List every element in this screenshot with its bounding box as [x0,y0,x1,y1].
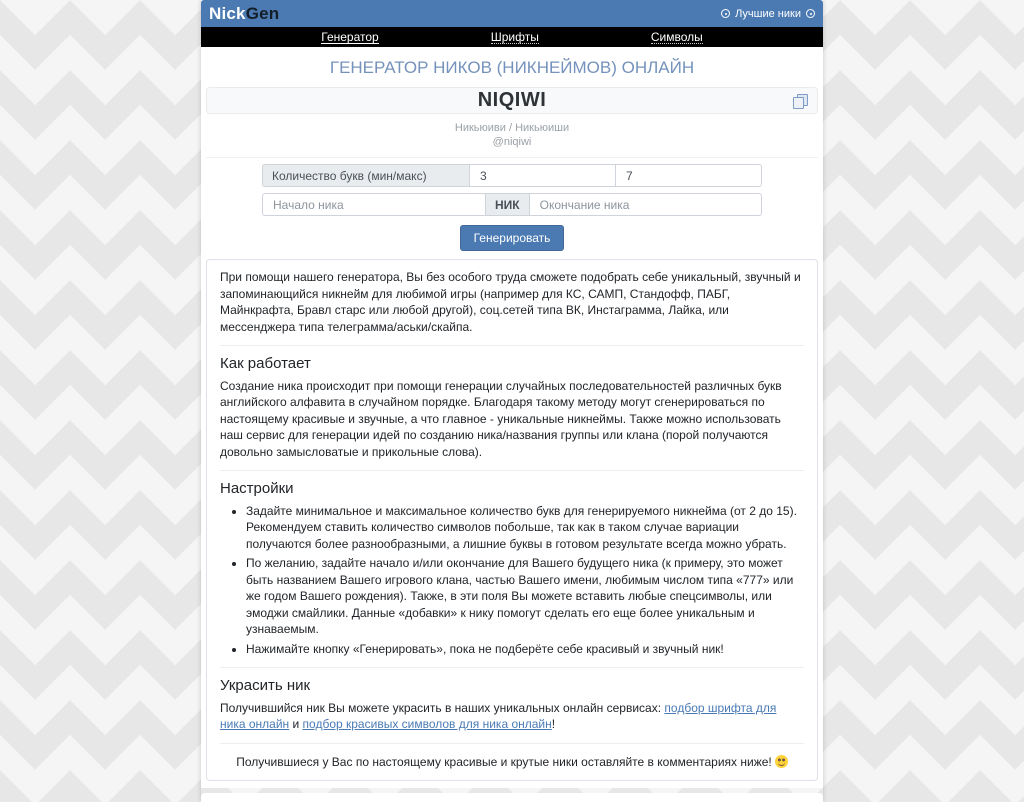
main-nav [201,27,823,47]
decorate-text: и [289,717,303,731]
settings-list-item: • Нажимайте кнопку «Генерировать», пока не подберёте себе красивый и звучный ник! [246,641,804,658]
generate-button[interactable]: Генерировать [460,225,565,251]
page-title: ГЕНЕРАТОР НИКОВ (НИКНЕЙМОВ) ОНЛАЙН [329,58,695,77]
how-it-works-paragraph: Создание ника происходит при помощи генерации случайных последовательностей различных букв английского алфавита в случайном порядке. Благодаря такому методу могут сгенерироваться по настоящему красивые и звучные, а что главное - уникальные никнеймы. Также можно использовать наш сервис для генерации идей по созданию ника/названия группы или клана (порой получаются довольно замысловатые и прикольные слова). [220,378,782,459]
logo-text-gen: Gen [245,3,280,23]
settings-list [220,503,804,658]
divider [220,743,804,744]
generator-card [201,47,823,788]
nickname-mention: @niqiwi [492,136,532,148]
site-header [201,0,823,27]
nav-item-generator[interactable]: Генератор [321,29,379,44]
settings-list-item: • Задайте минимальное и максимальное количество букв для генерируемого никнейма (от 2 до 15). Рекомендуем ставить количество символов побольше, так как в таком случае вариации получаются более разнообразными, а лишние буквы в готовом результате всегда можно убрать. [246,503,804,553]
comments-note [220,754,804,771]
nick-middle-label: НИК [486,193,529,216]
nickname-result: NIQIWI [477,89,547,111]
smiley-emoji [775,755,788,768]
nickname-transliteration: Никьюиви / Никьюиши [454,122,570,134]
divider [220,667,804,668]
font-picker-link[interactable]: подбор шрифта для ника онлайн [220,700,777,731]
comments-note-text: Получившиеся у Вас по настоящему красивые и крутые ники оставляйте в комментариях ниже! [236,754,772,769]
settings-title: Настройки [220,480,294,497]
nav-item-fonts[interactable]: Шрифты [490,29,539,44]
nav-item-symbols[interactable]: Символы [650,29,703,44]
nick-parts-group [262,193,762,216]
decorate-text: ! [551,717,556,731]
generate-button-row [262,225,762,251]
logo-text-nick: Nick [209,3,246,23]
divider [220,470,804,471]
generator-form [262,164,762,251]
how-it-works-title: Как работает [220,355,311,372]
nickname-result-box [206,87,818,114]
gear-icon [806,9,815,18]
site-column [201,0,823,802]
decorate-title: Украсить ник [220,677,311,694]
best-nicks-label: Лучшие ники [735,7,801,20]
divider [220,345,804,346]
site-logo[interactable] [209,4,279,24]
letters-count-group [262,164,762,187]
divider [206,157,818,158]
settings-list-item: • По желанию, задайте начало и/или окончание для Вашего будущего ника (к примеру, это может быть названием Вашего игрового клана, частью Вашего имени, любимым числом типа «777» или же годом Вашего рождения). Также, в эти поля Вы можете вставить любые спецсимволы, или эмоджи смайлики. Данные «добавки» к нику помогут сделать его еще более уникальным и узнаваемым. [246,555,804,638]
max-letters-input[interactable] [616,164,762,187]
gear-icon [721,9,730,18]
nick-end-input[interactable] [529,193,762,216]
intro-paragraph: При помощи нашего генератора, Вы без особого труда сможете подобрать себе уникальный, звучный и запоминающийся никнейм для любимой игры (например для КС, САМП, Стандофф, ПАБГ, Майнкрафта, Бравл старс или любой другой), соц.сетей типа ВК, Инстаграмма, Лайка, или мессенджера типа телеграмма/аськи/скайпа. [220,270,801,334]
min-letters-input[interactable] [469,164,616,187]
decorate-text: Получившийся ник Вы можете украсить в наших уникальных онлайн сервисах: [220,700,665,715]
symbols-picker-link[interactable]: подбор красивых символов для ника онлайн [302,717,552,731]
decorate-paragraph [220,700,804,733]
letters-count-label: Количество букв (мин/макс) [262,164,469,187]
nick-start-input[interactable] [262,193,486,216]
best-nicks-link[interactable] [721,8,815,20]
description-box [206,259,818,781]
comments-card-edge [201,793,823,802]
copy-icon[interactable] [793,94,808,109]
